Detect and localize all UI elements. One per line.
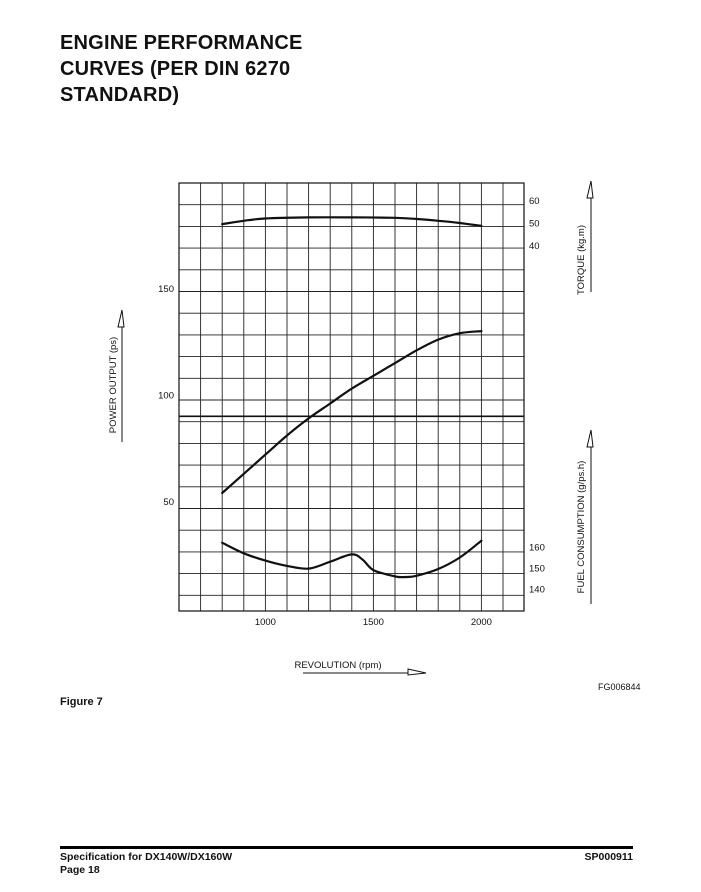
fuel-axis-arrowhead [587, 430, 593, 447]
fuel-axis-label: FUEL CONSUMPTION (g/ps.h) [576, 460, 587, 594]
figure-caption: Figure 7 [60, 696, 103, 708]
power-axis-arrowhead [118, 310, 124, 327]
title-line: CURVES (PER DIN 6270 [60, 58, 291, 80]
x-tick-label: 2000 [470, 617, 492, 628]
torque-tick-label: 40 [529, 241, 540, 252]
x-tick-label: 1000 [254, 617, 276, 628]
fuel-tick-label: 150 [529, 563, 545, 575]
title-line: ENGINE PERFORMANCE [60, 32, 303, 54]
footer-rule [60, 846, 633, 849]
title-line: STANDARD) [60, 84, 180, 106]
torque-axis-arrowhead [587, 181, 593, 198]
footer-page: Page 18 [60, 864, 100, 876]
fuel-tick-label: 140 [529, 584, 545, 596]
torque-axis-label: TORQUE (kg.m) [576, 224, 587, 296]
figure-id: FG006844 [598, 682, 641, 692]
torque-tick-label: 60 [529, 196, 540, 207]
x-tick-label: 1500 [362, 617, 384, 628]
power-axis-label: POWER OUTPUT (ps) [108, 336, 119, 434]
axis-labels [108, 181, 593, 675]
torque-tick-label: 50 [529, 218, 540, 230]
footer-left [60, 851, 232, 877]
footer-spec: Specification for DX140W/DX160W [60, 851, 233, 863]
x-axis-label: REVOLUTION (rpm) [294, 660, 382, 671]
fuel-tick-label: 160 [529, 542, 545, 554]
power-tick-label: 100 [158, 390, 174, 402]
power-tick-label: 50 [163, 497, 174, 508]
footer-doc-code: SP000911 [584, 851, 633, 863]
x-axis-arrowhead [408, 669, 426, 675]
power-tick-label: 150 [158, 284, 174, 295]
